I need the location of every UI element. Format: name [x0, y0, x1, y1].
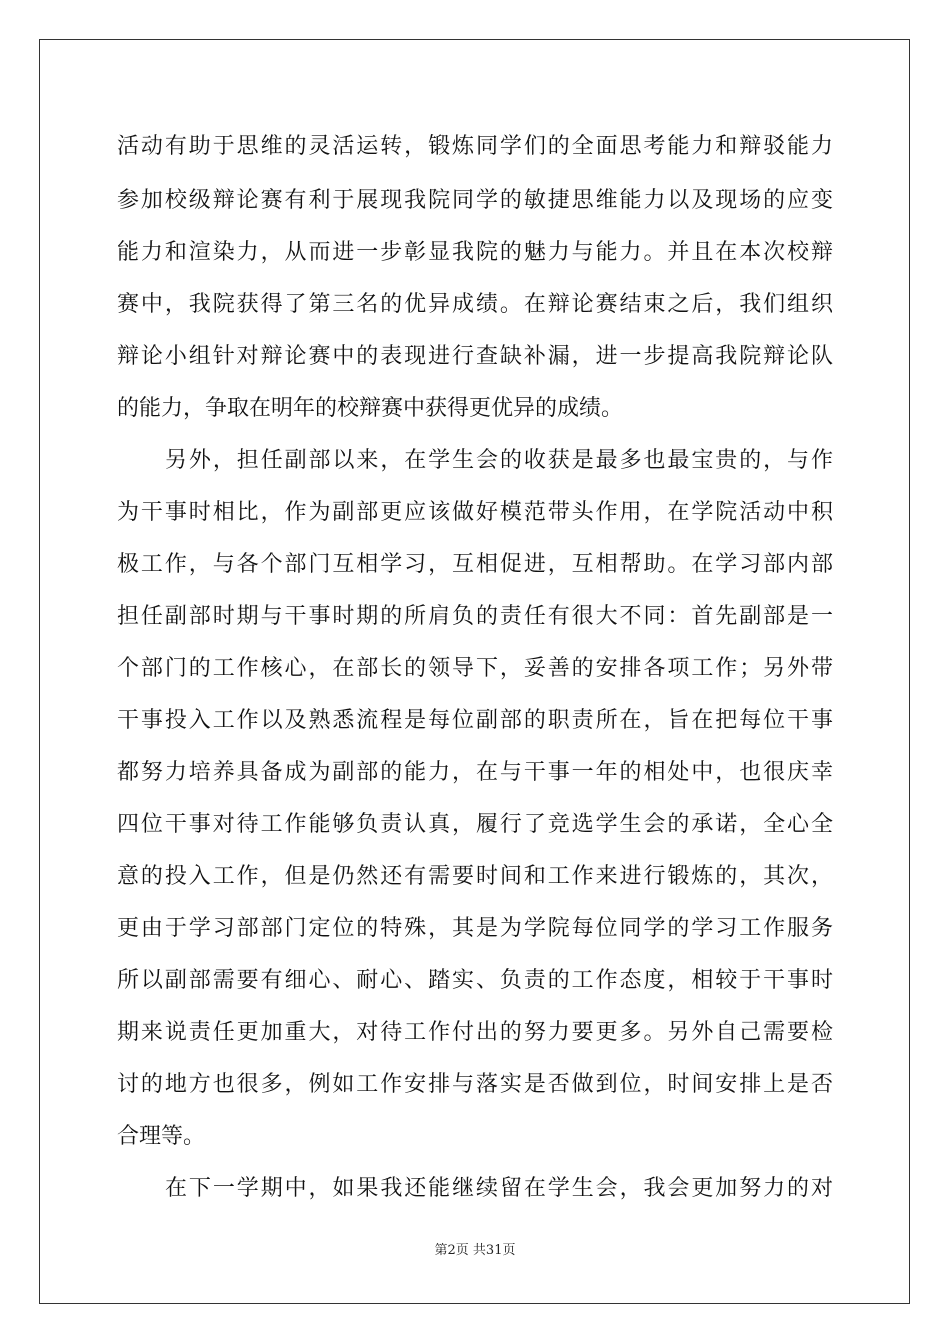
paragraph-line: 担任副部时期与干事时期的所肩负的责任有很大不同：首先副部是一 — [117, 604, 833, 629]
paragraph-line: 能力和渲染力，从而进一步彰显我院的魅力与能力。并且在本次校辩 — [117, 240, 833, 265]
paragraph-line: 参加校级辩论赛有利于展现我院同学的敏捷思维能力以及现场的应变 — [117, 188, 833, 213]
paragraph-line: 四位干事对待工作能够负责认真，履行了竞选学生会的承诺，全心全 — [117, 812, 833, 837]
paragraph-line: 活动有助于思维的灵活运转，锻炼同学们的全面思考能力和辩驳能力 — [117, 134, 833, 159]
paragraph-line: 所以副部需要有细心、耐心、踏实、负责的工作态度，相较于干事时 — [117, 968, 833, 993]
paragraph-line: 为干事时相比，作为副部更应该做好模范带头作用，在学院活动中积 — [117, 500, 833, 525]
paragraph-line: 极工作，与各个部门互相学习，互相促进，互相帮助。在学习部内部 — [117, 552, 833, 577]
paragraph-line: 个部门的工作核心，在部长的领导下，妥善的安排各项工作；另外带 — [117, 656, 833, 681]
paragraph-line: 都努力培养具备成为副部的能力，在与干事一年的相处中，也很庆幸 — [117, 760, 833, 785]
paragraph-line: 的能力，争取在明年的校辩赛中获得更优异的成绩。 — [117, 396, 624, 421]
paragraph-line: 赛中，我院获得了第三名的优异成绩。在辩论赛结束之后，我们组织 — [117, 292, 833, 317]
paragraph-line: 辩论小组针对辩论赛中的表现进行查缺补漏，进一步提高我院辩论队 — [117, 344, 833, 369]
paragraph-line: 合理等。 — [117, 1124, 206, 1149]
paragraph-line: 期来说责任更加重大，对待工作付出的努力要更多。另外自己需要检 — [117, 1020, 833, 1045]
paragraph-line: 在下一学期中，如果我还能继续留在学生会，我会更加努力的对 — [165, 1176, 833, 1201]
paragraph-line: 讨的地方也很多，例如工作安排与落实是否做到位，时间安排上是否 — [117, 1072, 833, 1097]
paragraph-line: 意的投入工作，但是仍然还有需要时间和工作来进行锻炼的，其次， — [117, 864, 833, 889]
paragraph-line: 更由于学习部部门定位的特殊，其是为学院每位同学的学习工作服务 — [117, 916, 833, 941]
page-number-footer: 第2页 共31页 — [434, 1243, 516, 1258]
paragraph-line: 另外，担任副部以来，在学生会的收获是最多也最宝贵的，与作 — [165, 448, 833, 473]
paragraph-line: 干事投入工作以及熟悉流程是每位副部的职责所在，旨在把每位干事 — [117, 708, 833, 733]
